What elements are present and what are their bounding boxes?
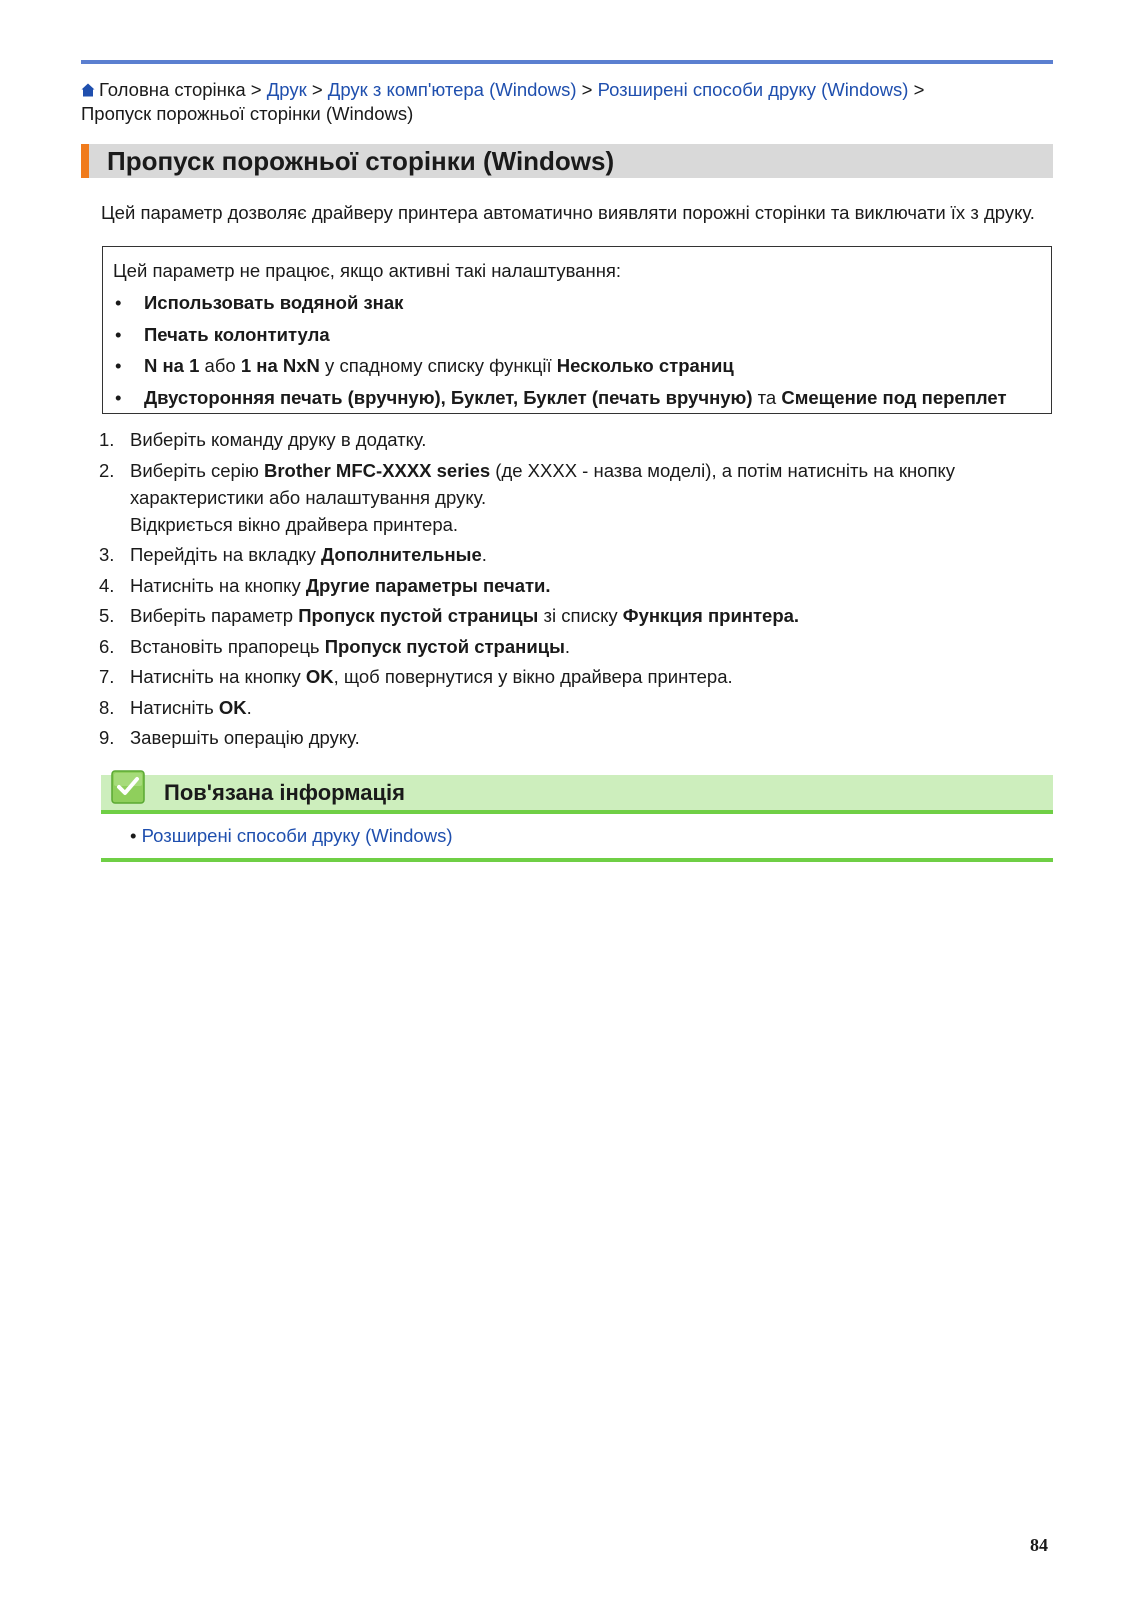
bullet: • bbox=[115, 355, 122, 376]
step-number: 5. bbox=[99, 605, 115, 626]
related-bottom-rule bbox=[101, 858, 1053, 862]
step-bold: Дополнительные bbox=[321, 544, 482, 565]
step-item bbox=[99, 457, 1059, 538]
bullet: • bbox=[115, 323, 122, 345]
step-number: 7. bbox=[99, 666, 115, 687]
step-bold: Пропуск пустой страницы bbox=[298, 605, 539, 626]
step-text: зі списку bbox=[538, 605, 623, 626]
step-number: 3. bbox=[99, 544, 115, 565]
header-rule bbox=[81, 60, 1053, 64]
setting-name: Смещение под переплет bbox=[781, 386, 1007, 408]
step-bold: Пропуск пустой страницы bbox=[324, 635, 565, 657]
page-number: 84 bbox=[1030, 1535, 1048, 1555]
step-text: Натисніть на кнопку bbox=[130, 666, 306, 687]
step-number: 4. bbox=[99, 574, 115, 596]
related-info-header bbox=[101, 775, 1053, 814]
breadcrumb-separator: > bbox=[913, 79, 925, 100]
setting-name: Использовать водяной знак bbox=[144, 292, 404, 313]
note-item bbox=[103, 319, 1051, 351]
step-number: 6. bbox=[99, 635, 115, 657]
bullet: • bbox=[130, 825, 137, 846]
note-text: у спадному списку функції bbox=[319, 355, 557, 376]
breadcrumb-link-print-from-computer[interactable]: Друк з комп'ютера (Windows) bbox=[327, 79, 577, 100]
step-bold: Функция принтера. bbox=[622, 605, 800, 626]
breadcrumb-separator: > bbox=[311, 79, 323, 100]
title-accent bbox=[81, 144, 89, 178]
bullet: • bbox=[115, 386, 122, 408]
step-item bbox=[99, 572, 1059, 599]
related-link-advanced-print[interactable]: Розширені способи друку (Windows) bbox=[141, 825, 453, 846]
home-icon[interactable] bbox=[81, 83, 95, 97]
setting-name: Двусторонняя печать (вручную), Буклет, Буклет (печать вручную) bbox=[144, 386, 753, 408]
step-bold: Другие параметры печати. bbox=[305, 574, 551, 596]
step-item bbox=[99, 724, 1059, 751]
step-text: . bbox=[481, 544, 487, 565]
note-item bbox=[103, 350, 1051, 382]
note-item bbox=[103, 382, 1051, 414]
step-item bbox=[99, 694, 1059, 721]
step-text: , щоб повернутися у вікно драйвера принтера. bbox=[333, 666, 733, 687]
note-item bbox=[103, 287, 1051, 319]
step-text: . bbox=[246, 696, 252, 718]
step-bold: Brother MFC-XXXX series bbox=[263, 459, 491, 481]
note-text: та bbox=[752, 386, 782, 408]
breadcrumb-current: Пропуск порожньої сторінки (Windows) bbox=[81, 103, 414, 124]
step-text: Перейдіть на вкладку bbox=[130, 544, 321, 565]
page-title-bar bbox=[81, 144, 1053, 178]
step-text: Встановіть прапорець bbox=[130, 635, 325, 657]
step-text: . bbox=[564, 635, 571, 657]
note-intro: Цей параметр не працює, якщо активні такі налаштування: bbox=[113, 260, 622, 281]
step-text: Виберіть команду друку в додатку. bbox=[130, 429, 427, 450]
setting-name: Несколько страниц bbox=[556, 355, 734, 376]
step-text: Виберіть серію bbox=[130, 459, 264, 481]
bullet: • bbox=[115, 292, 122, 313]
related-info-title: Пов'язана інформація bbox=[164, 780, 406, 805]
step-number: 8. bbox=[99, 696, 115, 718]
step-number: 9. bbox=[99, 727, 115, 748]
step-item bbox=[99, 541, 1059, 568]
breadcrumb-home[interactable]: Головна сторінка bbox=[99, 79, 246, 100]
step-bold: OK bbox=[305, 666, 334, 687]
step-text: Виберіть параметр bbox=[130, 605, 299, 626]
step-item bbox=[99, 602, 1059, 629]
breadcrumb-separator: > bbox=[581, 79, 593, 100]
setting-name: N на 1 bbox=[144, 355, 200, 376]
step-text: Натисніть на кнопку bbox=[130, 574, 306, 596]
intro-text: Цей параметр дозволяє драйверу принтера автоматично виявляти порожні сторінки та виключати їх з друку. bbox=[101, 202, 1035, 223]
step-number: 2. bbox=[99, 459, 115, 481]
breadcrumb-link-advanced-print[interactable]: Розширені способи друку (Windows) bbox=[597, 79, 909, 100]
breadcrumb-link-print[interactable]: Друк bbox=[266, 79, 307, 100]
step-result: Відкриється вікно драйвера принтера. bbox=[130, 513, 459, 535]
step-text: (де XXXX - назва моделі), а потім натисніть на кнопку характеристики або налаштування друку. bbox=[130, 459, 956, 508]
step-item bbox=[99, 663, 1059, 690]
page-title: Пропуск порожньої сторінки (Windows) bbox=[107, 146, 615, 176]
step-bold: OK bbox=[218, 696, 247, 718]
breadcrumb-separator: > bbox=[250, 79, 262, 100]
step-number: 1. bbox=[99, 429, 115, 450]
step-text: Завершіть операцію друку. bbox=[130, 727, 360, 748]
related-link-item bbox=[130, 823, 453, 849]
note-text: або bbox=[199, 355, 241, 376]
setting-name: 1 на NxN bbox=[240, 355, 320, 376]
steps-list bbox=[99, 426, 1059, 755]
note-box bbox=[102, 246, 1052, 414]
step-item bbox=[99, 426, 1059, 453]
related-links bbox=[130, 823, 453, 849]
checkmark-icon bbox=[111, 770, 145, 804]
breadcrumb bbox=[81, 78, 1041, 126]
step-item bbox=[99, 633, 1059, 660]
note-list bbox=[103, 287, 1051, 413]
setting-name: Печать колонтитула bbox=[144, 323, 330, 345]
step-text: Натисніть bbox=[130, 696, 219, 718]
